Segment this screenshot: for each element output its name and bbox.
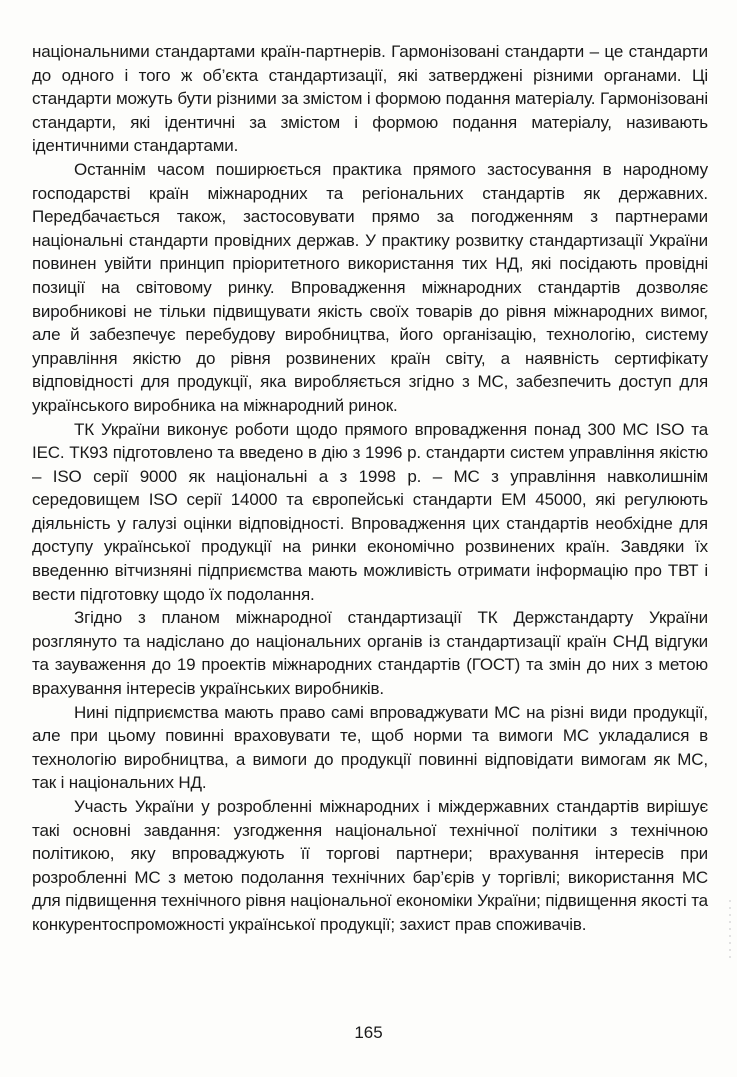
body-text xyxy=(32,40,708,937)
scan-edge-artifact xyxy=(729,900,731,960)
paragraph-tk-ukraine: ТК України виконує роботи щодо прямого впровадження понад 300 МС ISO та IEC. ТК93 підготовлено та введено в дію з 1996 р. стандарти систем управління якістю – ISO серії 9000 як національні а з 1998 р. – МС з управління навколишнім середовищем ISO серії 14000 та європейські стандарти ЕМ 45000, які регулюють діяльність у галузі оцінки відповідності. Впровадження цих стандартів необхідне для доступу української продукції на ринки економічно розвинених країн. Завдяки їх введенню вітчизняні підприємства мають можливість отримати інформацію про ТВТ і вести підготовку щодо їх подолання. xyxy=(32,419,708,604)
paragraph-enterprises-rights: Нині підприємства мають право самі впроваджувати МС на різні види продукції, але при цьому повинні враховувати те, щоб норми та вимоги МС укладалися в технологію виробництва, а вимоги до продукції повинні відповідати вимогам як МС, так і національних НД. xyxy=(32,702,708,793)
paragraph-ukraine-participation: Участь України у розробленні міжнародних і міждержавних стандартів вирішує такі основні завдання: узгодження національної технічної політики з технічною політикою, яку впроваджують її торгові партнери; врахування інтересів при розробленні МС з метою подолання технічних бар’єрів у торгівлі; використання МС для підвищення технічного рівня національної економіки України; підвищення якості та конкурентоспроможності української продукції; захист прав споживачів. xyxy=(32,797,708,934)
paragraph-direct-application: Останнім часом поширюється практика прямого застосування в народному господарстві країн міжнародних та регіональних стандартів як державних. Передбачається також, застосовувати прямо за погодженням з партнерами національні стандарти провідних держав. У практику розвитку стандартизації України повинен увійти принцип пріоритетного використання тих НД, які посідають провідні позиції на світовому ринку. Впровадження міжнародних стандартів дозволяє виробникові не тільки підвищувати якість своїх товарів до рівня міжнародних вимог, але й забезпечує перебудову виробництва, його організацію, технологію, систему управління якістю до рівня розвинених країн світу, а наявність сертифікату відповідності для продукції, яка виробляється згідно з МС, забезпечить доступ для українського виробника на міжнародний ринок. xyxy=(32,159,708,415)
paragraph-continuation: національними стандартами країн-партнерів. Гармонізовані стандарти – це стандарти до одного і того ж об’єкта стандартизації, які затверджені різними органами. Ці стандарти можуть бути різними за змістом і формою подання матеріалу. Гармонізовані стандарти, які ідентичні за змістом і формою подання матеріалу, називають ідентичними стандартами. xyxy=(32,42,708,156)
page-number: 165 xyxy=(354,1023,383,1042)
paragraph-standardization-plan: Згідно з планом міжнародної стандартизації ТК Держстандарту України розглянуто та надіслано до національних органів із стандартизації країн СНД відгуки та зауваження до 19 проектів міжнародних стандартів (ГОСТ) та змін до них з метою врахування інтересів українських виробників. xyxy=(32,608,708,699)
